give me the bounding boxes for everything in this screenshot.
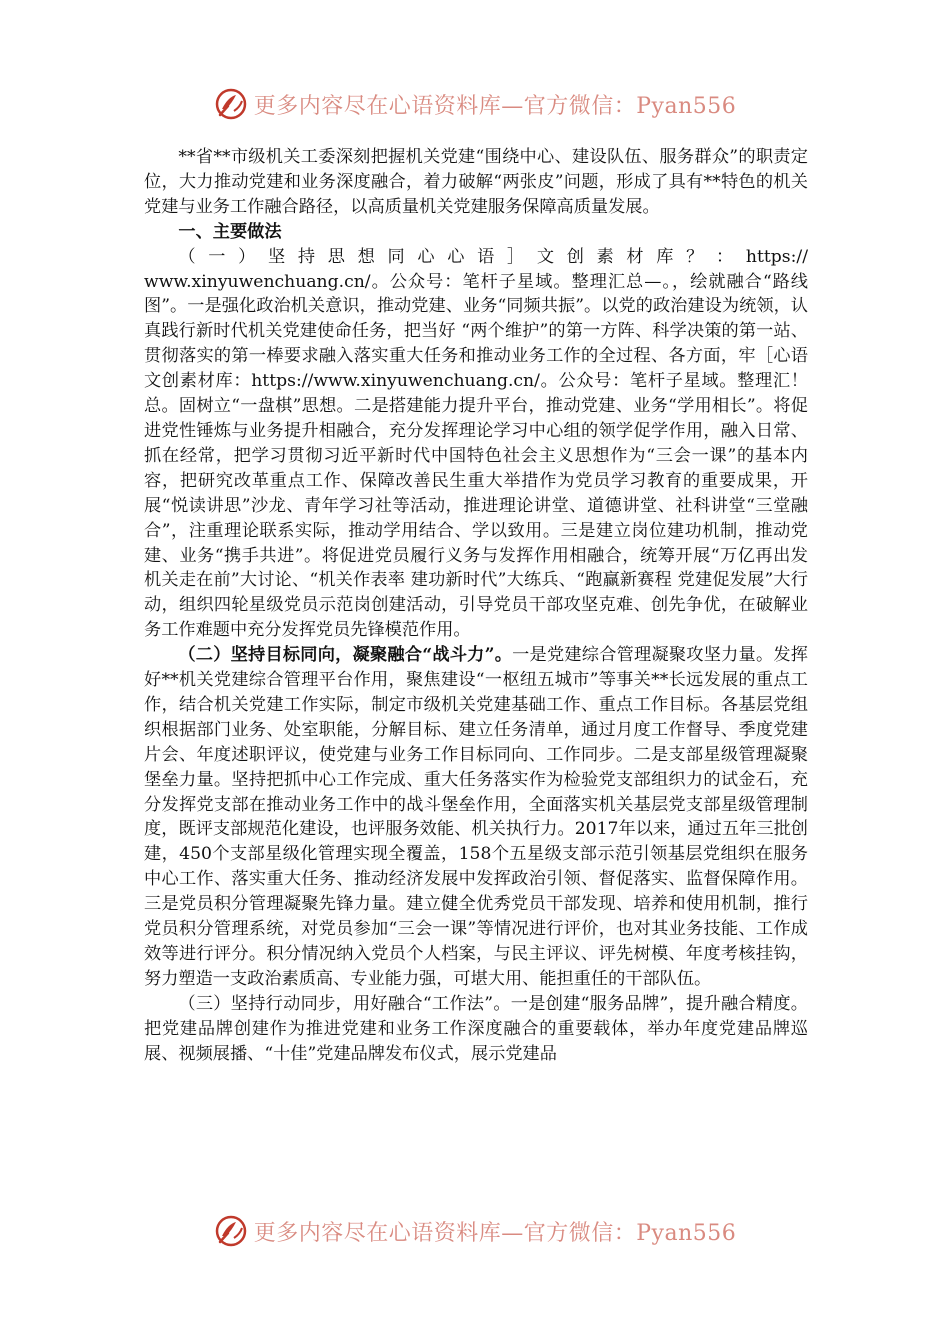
section-1-paragraph: www.xinyuwenchuang.cn/。公众号：笔杆子星域。整理汇总—。，绘就融合“路线图”。一是强化政治机关意识，推动党建、业务“同频共振”。以党的政治建设为统领，认真践行新时代机关党建使命任务，把当好 “两个维护”的第一方阵、科学决策的第一站、贯彻落实的第一棒要求融入落实重大任务和推动业务工作的全过程、各方面，牢［心语文创素材库：https://www.xinyuwenchuang.cn/。公众号：笔杆子星域。整理汇！总。固树立“一盘棋”思想。二是搭建能力提升平台，推动党建、业务“学用相长”。将促进党性锤炼与业务提升相融合，充分发挥理论学习中心组的领学促学作用，融入日常、抓在经常，把学习贯彻习近平新时代中国特色社会主义思想作为“三会一课”的基本内容，把研究改革重点工作、保障改善民生重大举措作为党员学习教育的重要成果，开展“悦读讲思”沙龙、青年学习社等活动，推进理论讲堂、道德讲堂、社科讲堂“三堂融合”，注重理论联系实际，推动学用结合、学以致用。三是建立岗位建功机制，推动党建、业务“携手共进”。将促进党员履行义务与发挥作用相融合，统筹开展“万亿再出发 机关走在前”大讨论、“机关作表率 建功新时代”大练兵、“跑赢新赛程 党建促发展”大行动，组织四轮星级党员示范岗创建活动，引导党员干部攻坚克难、创先争优，在破解业务工作难题中充分发挥党员先锋模范作用。 — [144, 271, 808, 641]
document-body — [144, 145, 808, 1067]
section-2-heading: （二）坚持目标同向，凝聚融合“战斗力”。 — [178, 645, 513, 666]
watermark-text: 更多内容尽在心语资料库—官方微信：Pyan556 — [253, 1220, 737, 1246]
section-1-first-line: （一）坚持思想同心心语］文创素材库？：https:// — [178, 246, 808, 267]
header-watermark-banner — [0, 84, 950, 124]
section-2-paragraph — [144, 643, 808, 992]
pen-logo-icon — [214, 87, 248, 121]
watermark-text: 更多内容尽在心语资料库—官方微信：Pyan556 — [253, 93, 737, 119]
section-3-paragraph: （三）坚持行动同步，用好融合“工作法”。一是创建“服务品牌”，提升融合精度。把党建品牌创建作为推进党建和业务工作深度融合的重要载体，举办年度党建品牌巡展、视频展播、“十佳”党建品牌发布仪式，展示党建品 — [144, 993, 808, 1064]
pen-logo-icon — [214, 1214, 248, 1248]
section-2-body: 一是党建综合管理凝聚攻坚力量。发挥好**机关党建综合管理平台作用，聚焦建设“一枢纽五城市”等事关**长远发展的重点工作，结合机关党建工作实际，制定市级机关党建基础工作、重点工作目标。各基层党组织根据部门业务、处室职能，分解目标、建立任务清单，通过月度工作督导、季度党建片会、年度述职评议，使党建与业务工作目标同向、工作同步。二是支部星级管理凝聚堡垒力量。坚持把抓中心工作完成、重大任务落实作为检验党支部组织力的试金石，充分发挥党支部在推动业务工作中的战斗堡垒作用，全面落实机关基层党支部星级管理制度，既评支部规范化建设，也评服务效能、机关执行力。2017年以来，通过五年三批创建，450个支部星级化管理实现全覆盖，158个五星级支部示范引领基层党组织在服务中心工作、落实重大任务、推动经济发展中发挥政治引领、督促落实、监督保障作用。三是党员积分管理凝聚先锋力量。建立健全优秀党员干部发现、培养和使用机制，推行党员积分管理系统，对党员参加“三会一课”等情况进行评价，也对其业务技能、工作成效等进行评分。积分情况纳入党员个人档案，与民主评议、评先树模、年度考核挂钩，努力塑造一支政治素质高、专业能力强，可堪大用、能担重任的干部队伍。 — [144, 645, 808, 989]
footer-watermark-banner — [0, 1211, 950, 1251]
intro-paragraph: **省**市级机关工委深刻把握机关党建“围绕中心、建设队伍、服务群众”的职责定位，大力推动党建和业务深度融合，着力破解“两张皮”问题，形成了具有**特色的机关党建与业务工作融合路径，以高质量机关党建服务保障高质量发展。 — [144, 147, 808, 217]
section-heading-main-practices: 一、主要做法 — [178, 221, 282, 242]
